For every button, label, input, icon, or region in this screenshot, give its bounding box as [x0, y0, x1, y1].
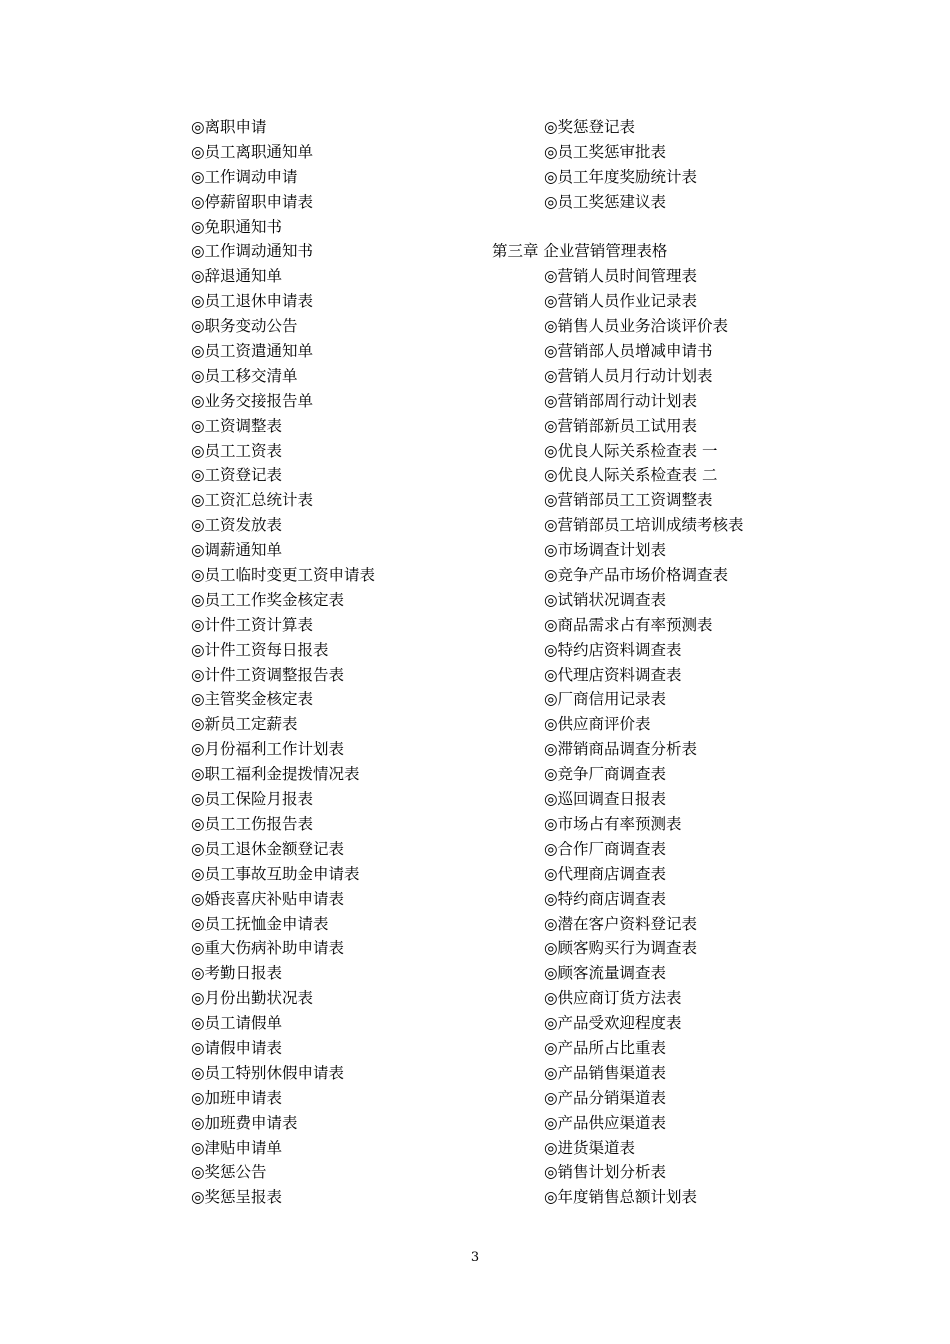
- list-item: ◎员工资遣通知单: [191, 342, 314, 361]
- list-item: ◎员工特别休假申请表: [191, 1063, 345, 1082]
- list-item: ◎员工抚恤金申请表: [191, 914, 329, 933]
- list-item: ◎婚丧喜庆补贴申请表: [191, 889, 345, 908]
- list-item: ◎合作厂商调查表: [544, 839, 667, 858]
- list-item: ◎商品需求占有率预测表: [544, 615, 713, 634]
- list-item: ◎员工离职通知单: [191, 142, 314, 161]
- list-item: ◎奖惩登记表: [544, 118, 636, 136]
- list-item: ◎加班申请表: [191, 1088, 283, 1107]
- list-item: ◎产品分销渠道表: [544, 1088, 667, 1107]
- list-item: ◎试销状况调查表: [544, 590, 667, 609]
- list-item: ◎工资调整表: [191, 416, 283, 435]
- list-item: ◎工作调动申请: [191, 167, 298, 186]
- list-item: ◎销售计划分析表: [544, 1163, 667, 1182]
- list-item: ◎营销部人员增减申请书: [544, 342, 713, 361]
- list-item: ◎代理店资料调查表: [544, 665, 682, 684]
- list-item: ◎停薪留职申请表: [191, 192, 314, 211]
- list-item: ◎顾客购买行为调查表: [544, 939, 698, 958]
- spacer: [492, 215, 792, 240]
- list-item: ◎产品销售渠道表: [544, 1063, 667, 1082]
- list-item: ◎供应商评价表: [544, 715, 651, 734]
- list-item: ◎产品受欢迎程度表: [544, 1014, 682, 1033]
- list-item: ◎代理商店调查表: [544, 864, 667, 883]
- list-item: ◎优良人际关系检查表 一: [544, 441, 718, 460]
- list-item: ◎职工福利金提拨情况表: [191, 765, 360, 784]
- chapter-heading: 第三章 企业营销管理表格: [492, 242, 668, 261]
- list-item: ◎供应商订货方法表: [544, 989, 682, 1008]
- list-item: ◎销售人员业务洽谈评价表: [544, 317, 729, 336]
- list-item: ◎优良人际关系检查表 二: [544, 466, 718, 485]
- list-item: ◎员工工资表: [191, 441, 283, 460]
- list-item: ◎竞争厂商调查表: [544, 765, 667, 784]
- list-item: ◎市场调查计划表: [544, 541, 667, 560]
- list-item: ◎产品所占比重表: [544, 1038, 667, 1057]
- list-item: ◎工资登记表: [191, 466, 283, 485]
- list-item: ◎顾客流量调查表: [544, 964, 667, 983]
- left-column-list: [191, 115, 491, 1210]
- list-item: ◎新员工定薪表: [191, 715, 298, 734]
- list-item: ◎竞争产品市场价格调查表: [544, 566, 729, 585]
- list-item: ◎特约店资料调查表: [544, 640, 682, 659]
- list-item: ◎员工临时变更工资申请表: [191, 566, 376, 585]
- list-item: ◎计件工资计算表: [191, 615, 314, 634]
- list-item: ◎考勤日报表: [191, 964, 283, 983]
- list-item: ◎巡回调查日报表: [544, 790, 667, 809]
- list-item: ◎员工事故互助金申请表: [191, 864, 360, 883]
- list-item: ◎工资发放表: [191, 516, 283, 535]
- list-item: ◎计件工资调整报告表: [191, 665, 345, 684]
- list-item: ◎工作调动通知书: [191, 242, 314, 261]
- list-item: ◎特约商店调查表: [544, 889, 667, 908]
- list-item: ◎重大伤病补助申请表: [191, 939, 345, 958]
- list-item: ◎滞销商品调查分析表: [544, 740, 698, 759]
- list-item: ◎月份福利工作计划表: [191, 740, 345, 759]
- list-item: ◎厂商信用记录表: [544, 690, 667, 709]
- list-item: ◎营销人员月行动计划表: [544, 366, 713, 385]
- list-item: ◎营销人员时间管理表: [544, 267, 698, 286]
- list-item: ◎员工工伤报告表: [191, 814, 314, 833]
- list-item: ◎计件工资每日报表: [191, 640, 329, 659]
- list-item: ◎进货渠道表: [544, 1138, 636, 1157]
- list-item: ◎营销部员工工资调整表: [544, 491, 713, 510]
- list-item: ◎员工奖惩建议表: [544, 192, 667, 211]
- list-item: ◎员工工作奖金核定表: [191, 590, 345, 609]
- list-item: ◎年度销售总额计划表: [544, 1188, 698, 1207]
- list-item: ◎员工退休申请表: [191, 292, 314, 311]
- list-item: ◎职务变动公告: [191, 317, 298, 336]
- list-item: ◎产品供应渠道表: [544, 1113, 667, 1132]
- list-item: ◎主管奖金核定表: [191, 690, 314, 709]
- list-item: ◎营销人员作业记录表: [544, 292, 698, 311]
- list-item: ◎业务交接报告单: [191, 391, 314, 410]
- list-item: ◎工资汇总统计表: [191, 491, 314, 510]
- right-column-list: [492, 115, 792, 1210]
- list-item: ◎调薪通知单: [191, 541, 283, 560]
- list-item: ◎离职申请: [191, 118, 267, 136]
- list-item: ◎月份出勤状况表: [191, 989, 314, 1008]
- list-item: ◎员工奖惩审批表: [544, 142, 667, 161]
- list-item: ◎辞退通知单: [191, 267, 283, 286]
- list-item: ◎营销部员工培训成绩考核表: [544, 516, 744, 535]
- list-item: ◎员工退休金额登记表: [191, 839, 345, 858]
- list-item: ◎津贴申请单: [191, 1138, 283, 1157]
- list-item: ◎潜在客户资料登记表: [544, 914, 698, 933]
- list-item: ◎员工年度奖励统计表: [544, 167, 698, 186]
- list-item: ◎员工请假单: [191, 1014, 283, 1033]
- list-item: ◎奖惩呈报表: [191, 1188, 283, 1207]
- page-number: 3: [470, 1250, 480, 1265]
- list-item: ◎市场占有率预测表: [544, 814, 682, 833]
- list-item: ◎请假申请表: [191, 1038, 283, 1057]
- list-item: ◎加班费申请表: [191, 1113, 298, 1132]
- list-item: ◎奖惩公告: [191, 1163, 267, 1182]
- list-item: ◎营销部周行动计划表: [544, 391, 698, 410]
- list-item: ◎营销部新员工试用表: [544, 416, 698, 435]
- list-item: ◎员工保险月报表: [191, 790, 314, 809]
- list-item: ◎员工移交清单: [191, 366, 298, 385]
- list-item: ◎免职通知书: [191, 217, 283, 236]
